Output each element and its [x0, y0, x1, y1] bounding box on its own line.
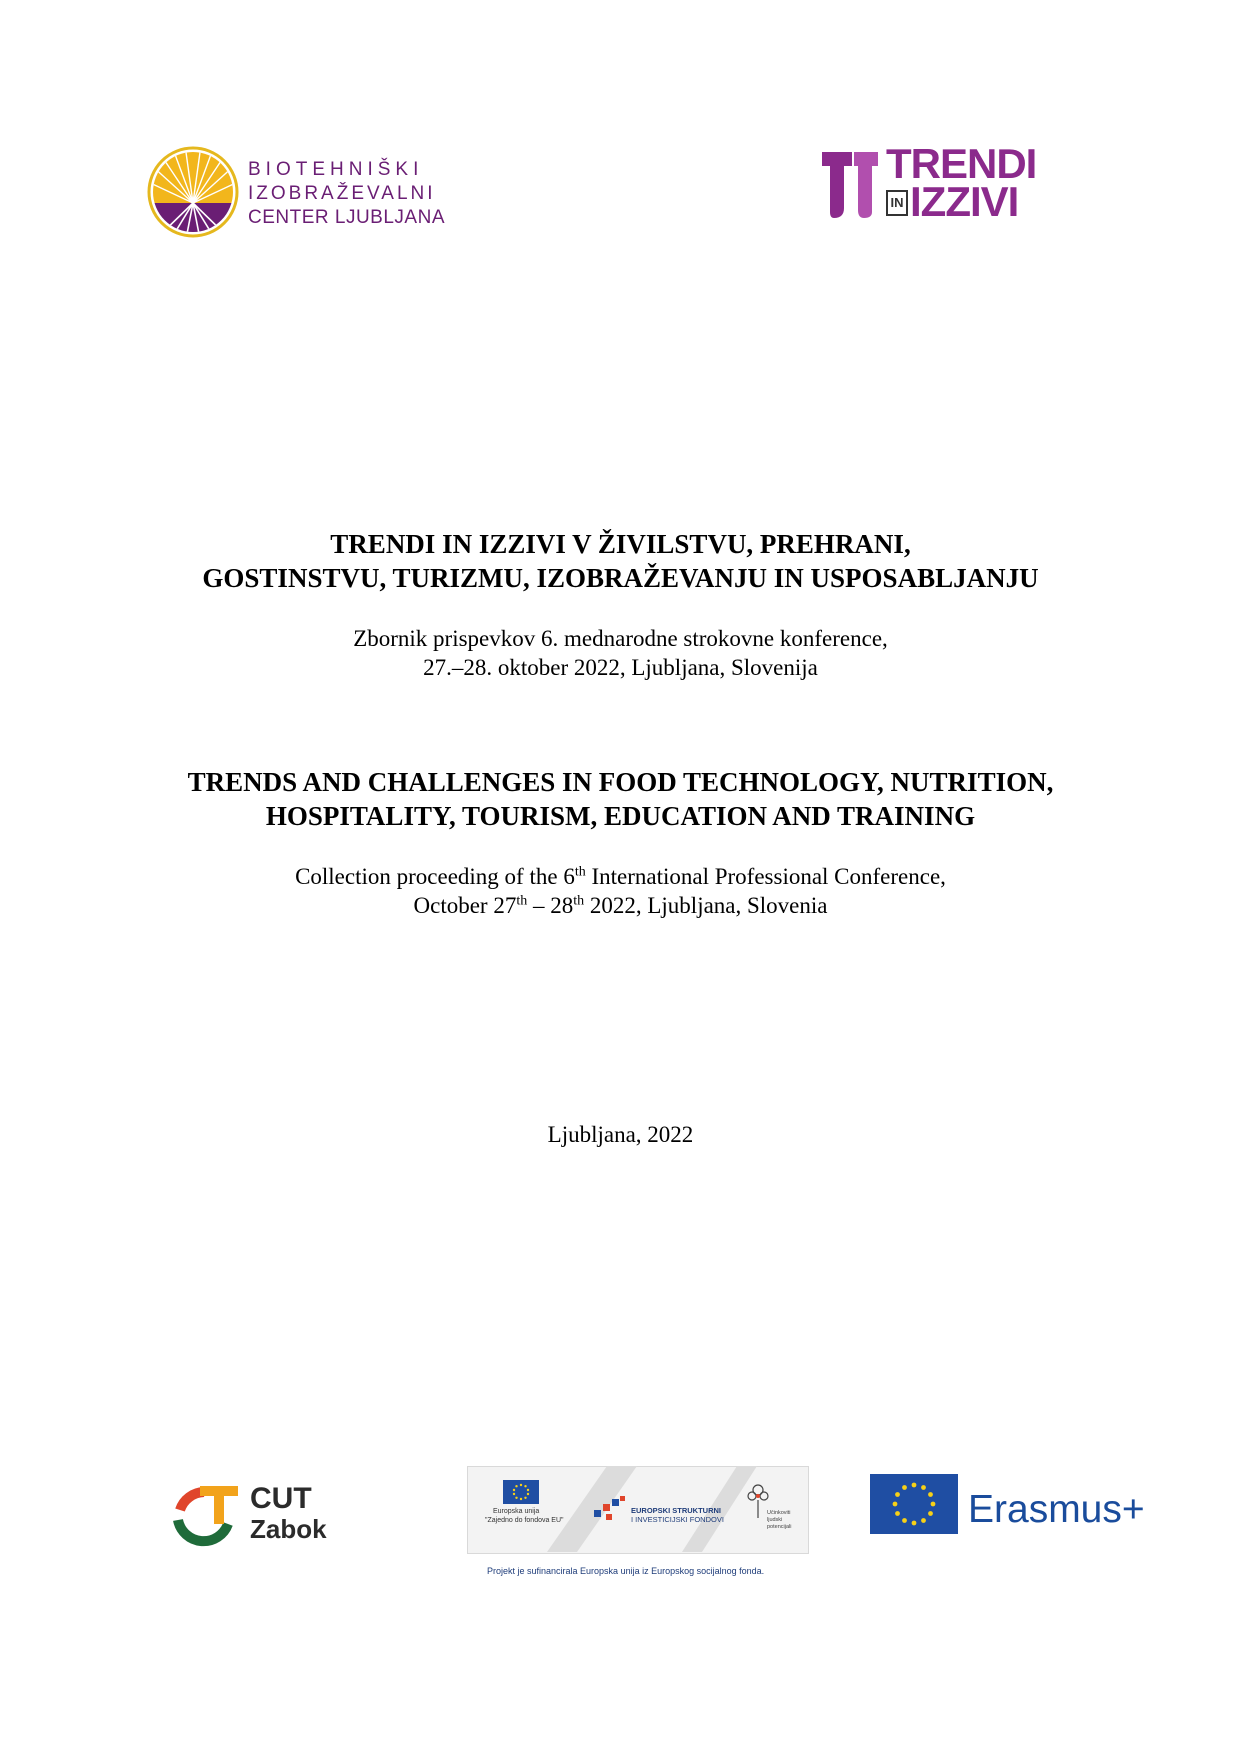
ti-monogram-icon — [818, 148, 880, 220]
english-title — [0, 765, 1241, 833]
slovene-title-line-2: GOSTINSTVU, TURIZMU, IZOBRAŽEVANJU IN USPOSABLJANJU — [202, 563, 1039, 593]
eu-caption-2: "Zajedno do fondova EU" — [485, 1517, 564, 1524]
fund-line-1: EUROPSKI STRUKTURNI — [631, 1506, 722, 1515]
sun-rays-icon — [146, 145, 240, 239]
izzivi-word: IZZIVI — [910, 178, 1019, 225]
eu-caption-1: Europska unija — [493, 1508, 540, 1515]
esf-line-1: Učinkoviti — [767, 1510, 791, 1516]
slovene-subtitle — [0, 624, 1241, 682]
zabok-word: Zabok — [250, 1514, 327, 1544]
bic-line-3: CENTER LJUBLJANA — [248, 207, 445, 228]
cut-ring-icon — [170, 1484, 242, 1550]
esf-caption: Projekt je sufinancirala Europska unija iz Europskog socijalnog fonda. — [487, 1566, 765, 1576]
esif-squares-icon — [592, 1496, 632, 1526]
bic-wordmark — [248, 158, 445, 230]
in-box — [886, 190, 908, 216]
place-year: Ljubljana, 2022 — [547, 1122, 694, 1147]
english-title-line-2: HOSPITALITY, TOURISM, EDUCATION AND TRAINING — [265, 801, 976, 831]
bic-logo — [146, 145, 446, 240]
english-subtitle — [0, 862, 1241, 920]
eu-flag-icon — [870, 1474, 958, 1534]
slovene-title-line-1: TRENDI IN IZZIVI V ŽIVILSTVU, PREHRANI, — [330, 529, 911, 559]
esf-line-3: potencijali — [767, 1524, 792, 1530]
slovene-title — [0, 527, 1241, 595]
in-word: IN — [890, 195, 904, 210]
trendi-in-izzivi-logo — [818, 140, 1068, 226]
slovene-subtitle-line-2: 27.–28. oktober 2022, Ljubljana, Slovenija — [423, 655, 818, 680]
fund-line-2: I INVESTICIJSKI FONDOVI — [631, 1515, 724, 1524]
erasmus-word: Erasmus+ — [968, 1488, 1145, 1531]
trendi-word: TRENDI — [886, 140, 1037, 187]
cut-word: CUT — [250, 1482, 312, 1515]
slovene-subtitle-line-1: Zbornik prispevkov 6. mednarodne strokovne konference, — [353, 626, 888, 651]
english-subtitle-line-1: Collection proceeding of the 6th International Professional Conference, — [295, 864, 946, 889]
esf-logo-strip — [455, 1450, 820, 1600]
bic-line-1: BIOTEHNIŠKI — [248, 159, 424, 180]
esf-line-2: ljudski — [767, 1517, 783, 1523]
eu-flag-small — [503, 1480, 539, 1504]
cut-zabok-logo — [170, 1484, 340, 1554]
eu-stars-icon — [503, 1480, 539, 1504]
english-title-line-1: TRENDS AND CHALLENGES IN FOOD TECHNOLOGY, NUTRITION, — [187, 767, 1054, 797]
bic-line-2: IZOBRAŽEVALNI — [248, 183, 436, 204]
erasmus-logo — [870, 1474, 1170, 1538]
english-subtitle-line-2: October 27th – 28th 2022, Ljubljana, Slovenia — [413, 893, 828, 918]
